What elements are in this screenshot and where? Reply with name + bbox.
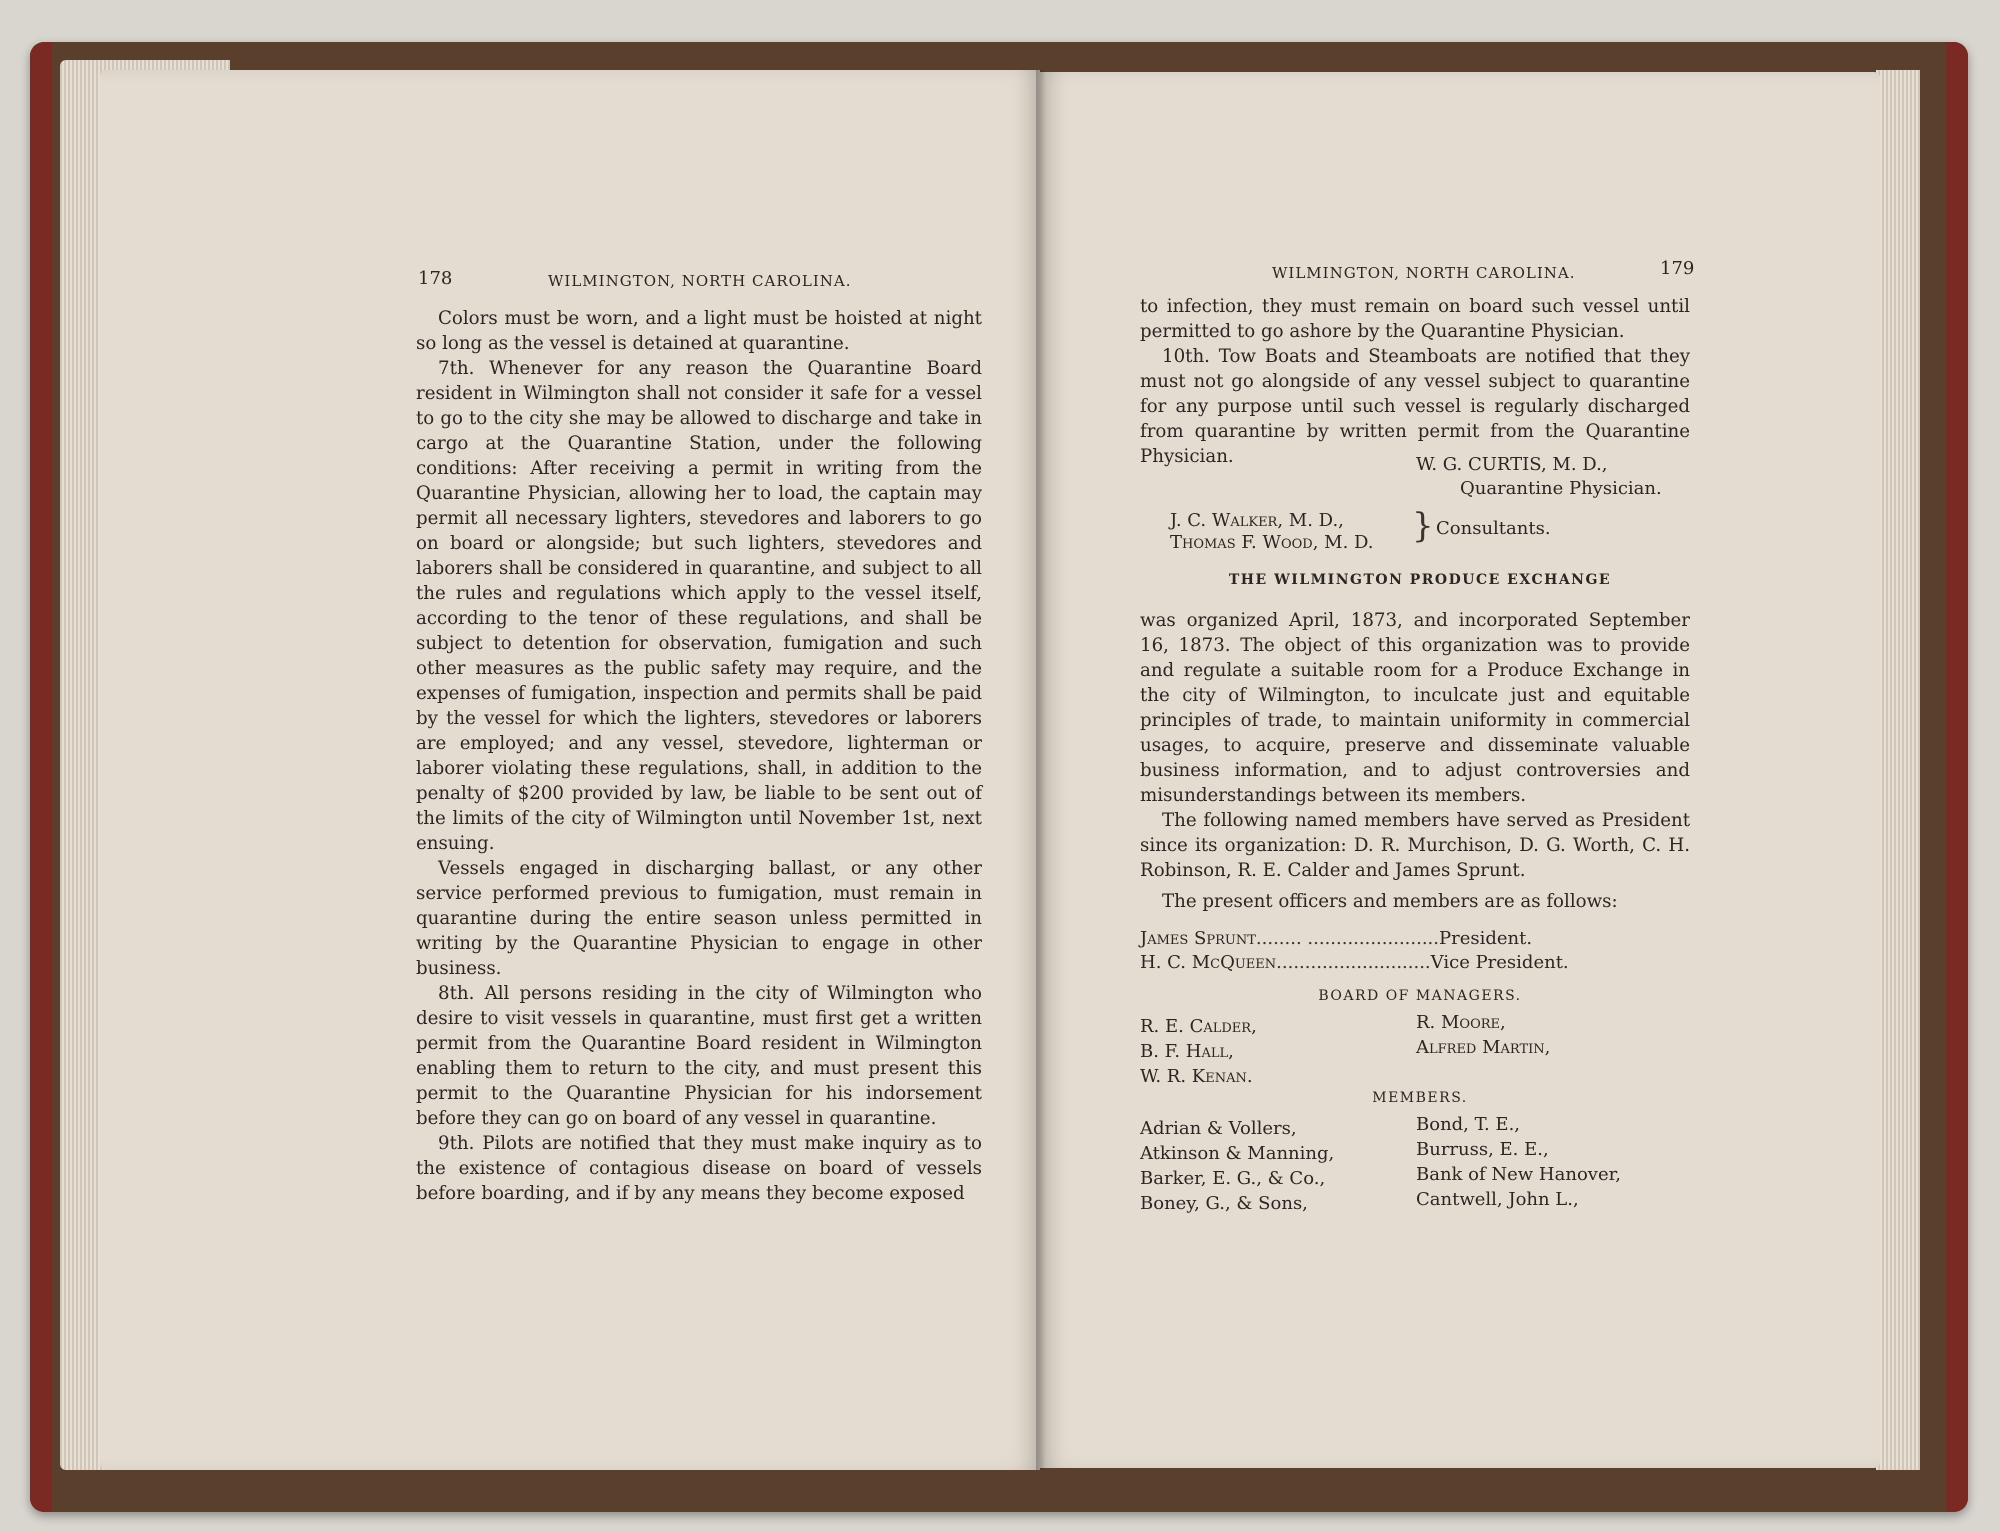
paragraph: 7th. Whenever for any reason the Quarantine Board resident in Wilmington shall not consider it safe for a vessel to go to the city she may be allowed to discharge and take in cargo at the Quarantine Station, under the following conditions: After receiving a permit in writing from the Quarantine Physician, allowing her to load, the captain may permit all necessary lighters, stevedores and laborers to go on board or alongside; but such lighters, stevedores and laborers shall be considered in quarantine, and subject to all the rules and regulations which apply to the vessel itself, according to the tenor of these regulations, and shall be subject to detention for observation, fumigation and such other measures as the public safety may require, and the expenses of fumigation, inspection and permits shall be paid by the vessel for which the lighters, stevedores or laborers are employed; and any vessel, stevedore, lighterman or laborer violating these regulations, shall, in addition to the penalty of $200 provided by law, be liable to be sent out of the limits of the city of Wilmington until November 1st, next ensuing. [416, 358, 982, 854]
board-member: W. R. Kenan. [1140, 1066, 1253, 1087]
member-entry: Cantwell, John L., [1416, 1189, 1579, 1210]
paragraph: Vessels engaged in discharging ballast, or any other service performed previous to fumigation, must remain in quarantine during the entire season unless permitted in writing by the Quarantine Physician to engage in other business. [416, 858, 982, 979]
board-column-left [1140, 1014, 1257, 1089]
page-stack-right [1876, 70, 1920, 1470]
left-page [100, 70, 1040, 1470]
exchange-text [1140, 608, 1690, 914]
paragraph: 8th. All persons residing in the city of Wilmington who desire to visit vessels in quarantine, must first get a written permit from the Quarantine Board resident in Wilmington enabling them to return to the city, and must present this permit to the Quarantine Physician for his indorsement before they can go on board of any vessel in quarantine. [416, 983, 982, 1129]
board-member: R. Moore, [1416, 1012, 1506, 1033]
member-entry: Burruss, E. E., [1416, 1139, 1549, 1160]
consultants-brace: } [1412, 506, 1434, 546]
consultant-name: J. C. Walker, M. D., [1170, 510, 1344, 531]
paragraph: The following named members have served as President since its organization: D. R. Murchison, D. G. Worth, C. H. Robinson, R. E. Calder and James Sprunt. [1140, 810, 1690, 881]
officer-row [1140, 952, 1690, 973]
member-entry: Bond, T. E., [1416, 1114, 1521, 1135]
leader-dots: ........................... [1276, 952, 1431, 973]
board-member: B. F. Hall, [1140, 1041, 1234, 1062]
member-entry: Atkinson & Manning, [1140, 1143, 1335, 1164]
right-running-head: WILMINGTON, NORTH CAROLINA. [1272, 264, 1576, 282]
paragraph: 10th. Tow Boats and Steamboats are notified that they must not go alongside of any vessel subject to quarantine for any purpose until such vessel is regularly discharged from quarantine by written permit from the Quarantine Physician. [1140, 346, 1690, 467]
consultants-label: Consultants. [1436, 518, 1551, 539]
right-top-text [1140, 294, 1690, 469]
officer-row [1140, 928, 1690, 949]
paragraph: was organized April, 1873, and incorporated September 16, 1873. The object of this organization was to provide and regulate a suitable room for a Produce Exchange in the city of Wilmington, to inculcate just and equitable principles of trade, to maintain uniformity in commercial usages, to acquire, preserve and disseminate valuable business information, and to adjust controversies and misunderstandings between its members. [1140, 610, 1690, 806]
members-column-right [1416, 1112, 1621, 1212]
member-entry: Bank of New Hanover, [1416, 1164, 1621, 1185]
member-entry: Boney, G., & Sons, [1140, 1193, 1308, 1214]
member-entry: Adrian & Vollers, [1140, 1118, 1297, 1139]
left-page-number: 178 [418, 268, 453, 289]
paragraph: to infection, they must remain on board such vessel until permitted to go ashore by the Quarantine Physician. [1140, 296, 1690, 342]
board-heading: BOARD OF MANAGERS. [1318, 988, 1522, 1004]
board-column-right [1416, 1010, 1550, 1060]
leader-dots: ........ ....................... [1255, 928, 1439, 949]
cover-spine-right [1946, 42, 1968, 1512]
paragraph: 9th. Pilots are notified that they must make inquiry as to the existence of contagious disease on board of vessels before boarding, and if by any means they become exposed [416, 1133, 982, 1204]
left-running-head: WILMINGTON, NORTH CAROLINA. [548, 272, 852, 290]
board-member: Alfred Martin, [1416, 1037, 1551, 1058]
signature-title: Quarantine Physician. [1460, 478, 1662, 499]
cover-spine-left [30, 42, 52, 1512]
members-heading: MEMBERS. [1372, 1090, 1468, 1106]
paragraph: Colors must be worn, and a light must be hoisted at night so long as the vessel is detained at quarantine. [416, 308, 982, 354]
officer-title: Vice President. [1430, 952, 1569, 973]
paragraph: The present officers and members are as follows: [1162, 891, 1618, 912]
member-entry: Barker, E. G., & Co., [1140, 1168, 1326, 1189]
right-page [1040, 72, 1880, 1468]
consultant-name: Thomas F. Wood, M. D. [1170, 532, 1374, 553]
board-member: R. E. Calder, [1140, 1016, 1257, 1037]
gutter-shadow [1036, 70, 1046, 1470]
officer-name: James Sprunt [1140, 928, 1256, 949]
officer-name: H. C. McQueen [1140, 952, 1277, 973]
signature-name: W. G. CURTIS, M. D., [1416, 454, 1608, 475]
members-column-left [1140, 1116, 1334, 1216]
section-title: THE WILMINGTON PRODUCE EXCHANGE [1228, 572, 1612, 588]
right-page-number: 179 [1660, 258, 1695, 279]
left-page-text [416, 306, 982, 1206]
officer-title: President. [1439, 928, 1533, 949]
